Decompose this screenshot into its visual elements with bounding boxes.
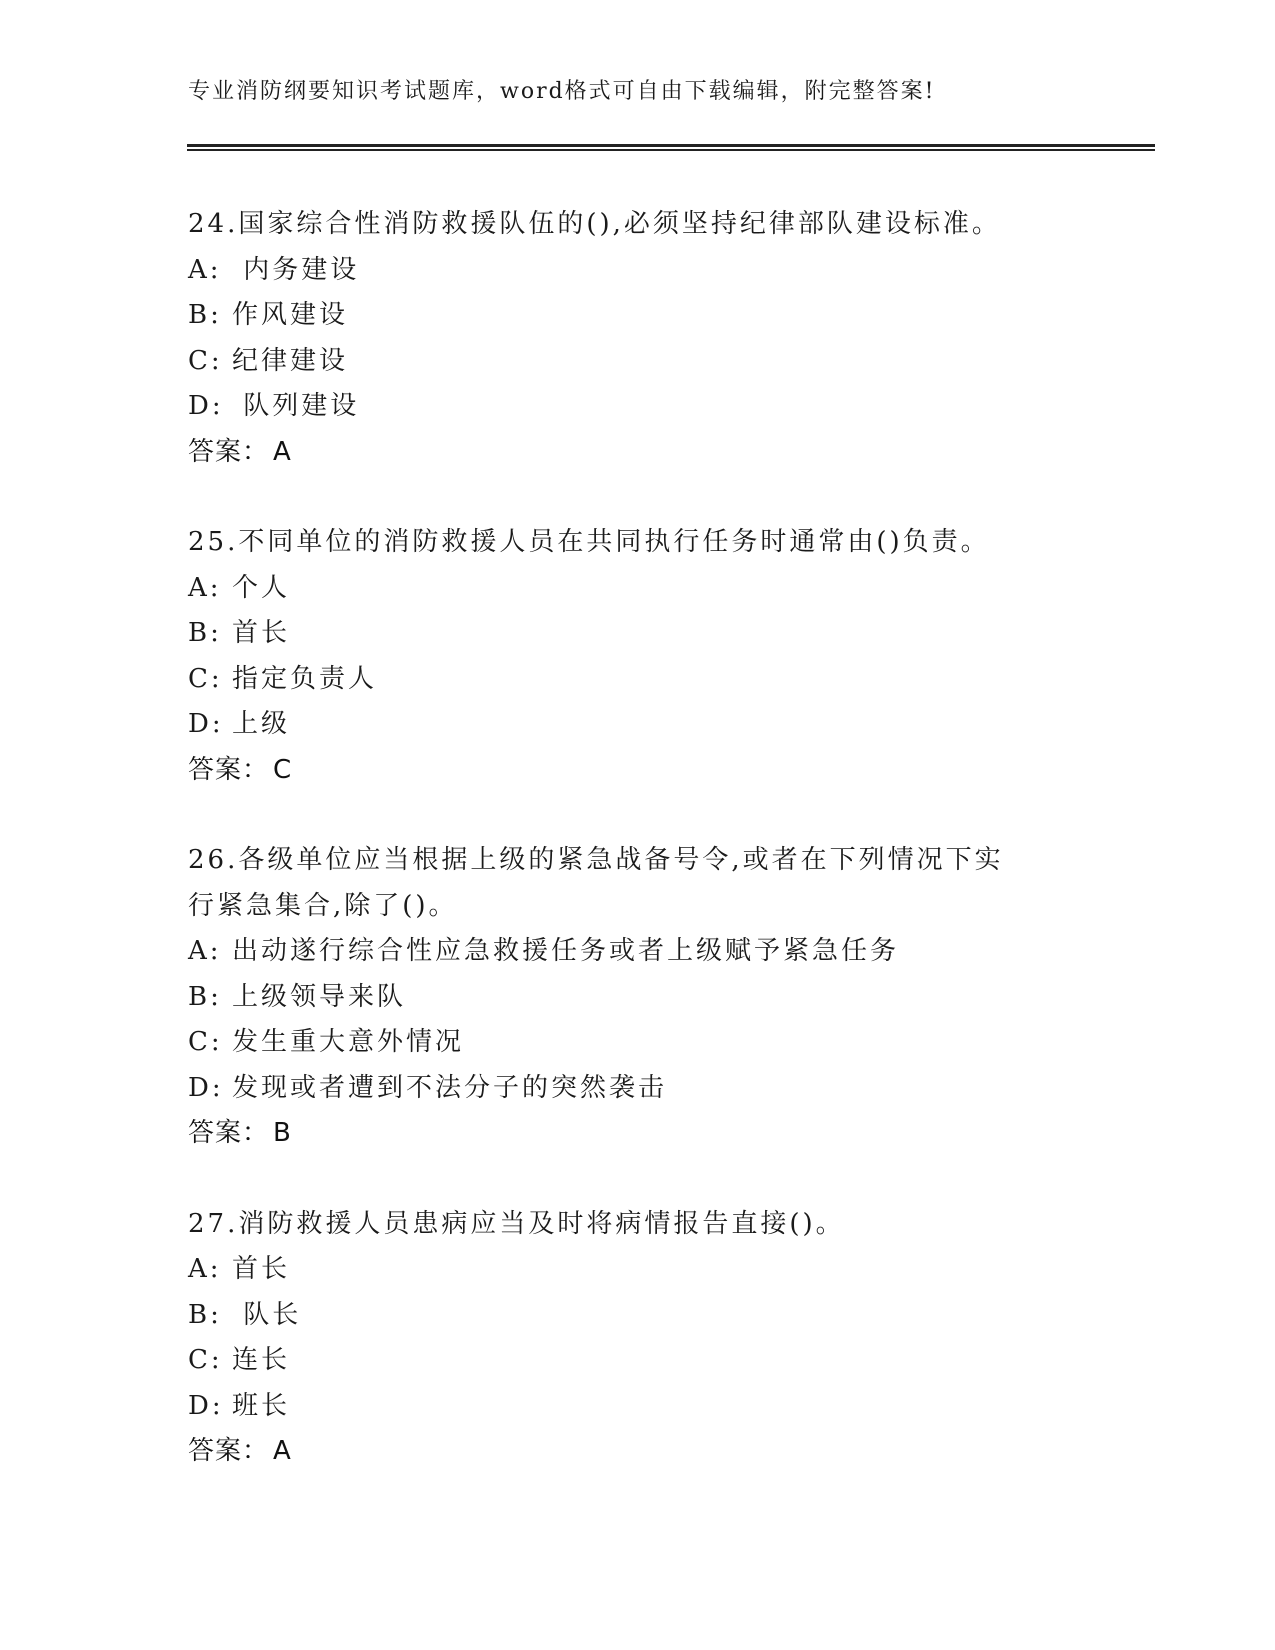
option-text: 队列建设 [232,391,360,421]
answer-line [188,1429,1088,1475]
answer-line [188,748,1088,794]
option-label: C: [188,663,223,694]
answer-label: 答案： [188,1118,270,1148]
option-text: 首长 [232,618,291,648]
option-label: B: [188,618,222,648]
option-label: C: [188,1027,223,1057]
option-label: D: [188,391,224,421]
option-text: 发生重大意外情况 [232,1027,465,1057]
answer-value: B [273,1118,292,1148]
option-text: 发现或者遭到不法分子的突然袭击 [232,1072,668,1103]
option-label: B: [188,300,222,330]
answer-label: 答案： [188,754,270,785]
question-text: 24.国家综合性消防救援队伍的(),必须坚持纪律部队建设标准。 [188,209,1001,239]
option-c [188,1020,1088,1066]
answer-line [188,1111,1088,1157]
option-label: C: [188,345,223,376]
option-text: 内务建设 [232,254,360,285]
option-a [188,248,1088,294]
answer-value: A [273,1436,292,1466]
option-d [188,1066,1088,1112]
option-c [188,339,1088,385]
option-text: 作风建设 [232,300,349,330]
question-25 [188,520,1088,793]
option-text: 首长 [232,1254,291,1284]
question-24 [188,202,1088,475]
option-label: D: [188,1072,224,1103]
option-b [188,975,1088,1021]
option-a [188,1247,1088,1293]
question-text: 27.消防救援人员患病应当及时将病情报告直接()。 [188,1208,845,1239]
option-text: 纪律建设 [232,345,349,376]
option-text: 上级领导来队 [232,981,407,1012]
option-text: 队长 [232,1299,302,1330]
option-text: 连长 [232,1345,291,1375]
option-d [188,702,1088,748]
question-26 [188,838,1088,1157]
option-label: B: [188,981,222,1012]
answer-value: A [273,436,292,467]
question-list [188,202,1088,1520]
question-text: 25.不同单位的消防救援人员在共同执行任务时通常由()负责。 [188,527,990,557]
question-text: 26.各级单位应当根据上级的紧急战备号令,或者在下列情况下实行紧急集合,除了()。 [188,845,1004,921]
option-c [188,1338,1088,1384]
question-27 [188,1202,1088,1475]
option-label: D: [188,709,224,739]
answer-label: 答案： [188,1436,270,1466]
option-a [188,929,1088,975]
option-label: A: [188,1254,222,1284]
option-b [188,1293,1088,1339]
option-label: C: [188,1345,223,1375]
option-text: 上级 [232,709,291,739]
option-text: 指定负责人 [232,663,378,694]
answer-line [188,430,1088,476]
option-b [188,293,1088,339]
option-a [188,566,1088,612]
option-label: D: [188,1390,224,1421]
option-c [188,657,1088,703]
answer-label: 答案： [188,436,270,467]
option-label: A: [188,572,222,603]
option-label: B: [188,1299,222,1330]
header-divider [187,144,1155,151]
option-text: 个人 [232,572,291,603]
option-text: 出动遂行综合性应急救援任务或者上级赋予紧急任务 [232,936,900,966]
page-header: 专业消防纲要知识考试题库，word格式可自由下载编辑，附完整答案! [188,79,936,104]
option-text: 班长 [232,1390,291,1421]
option-label: A: [188,254,222,285]
option-d [188,384,1088,430]
option-d [188,1384,1088,1430]
option-label: A: [188,936,222,966]
answer-value: C [273,754,293,785]
option-b [188,611,1088,657]
